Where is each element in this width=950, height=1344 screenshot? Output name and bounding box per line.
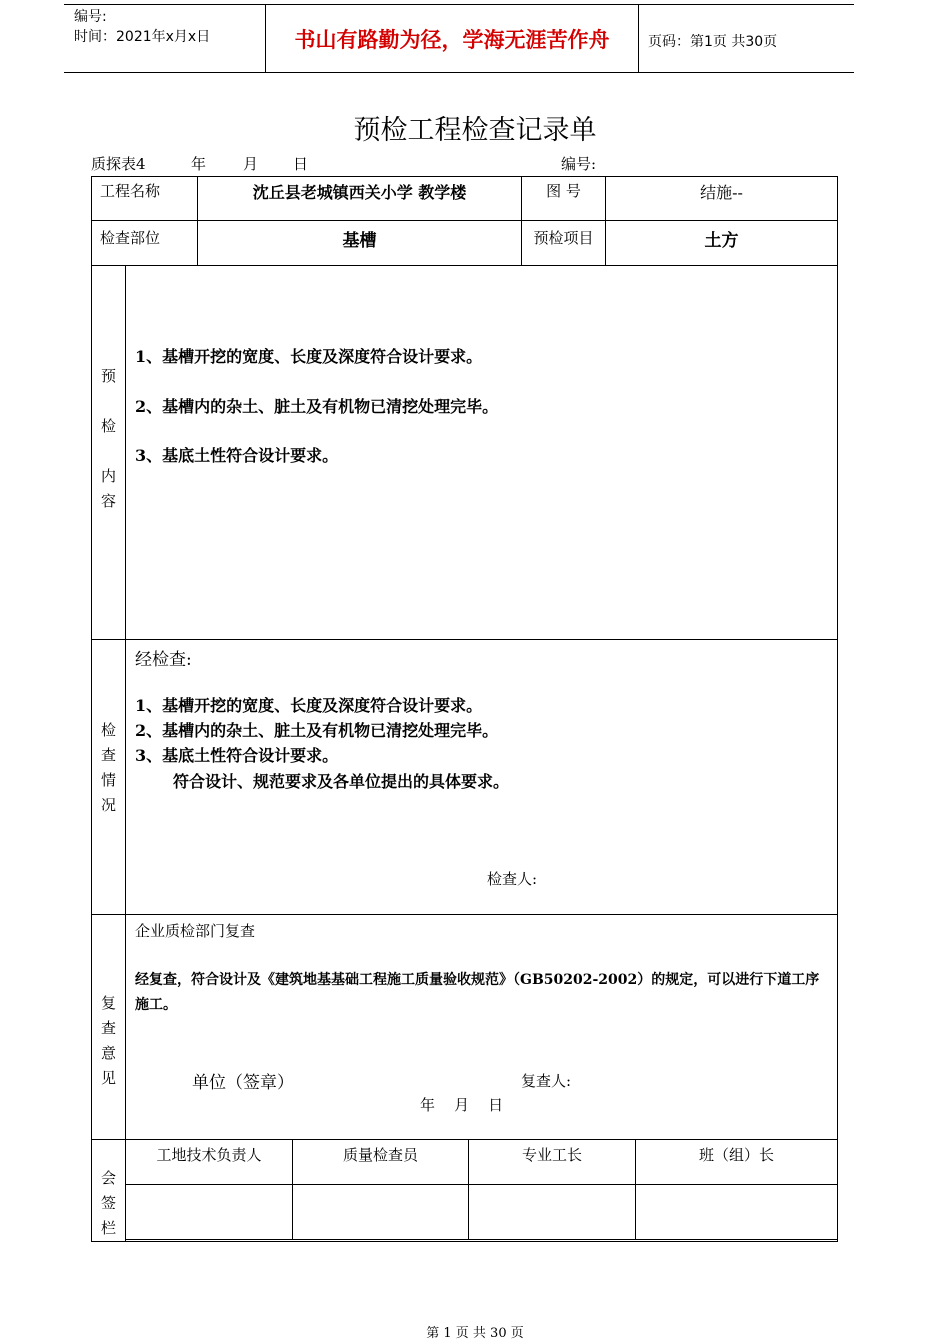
drawing-no-value: 结施-- <box>606 177 838 221</box>
content-label-char: 检 <box>100 417 116 435</box>
check-item-label: 预检项目 <box>522 221 606 266</box>
header-top-line <box>64 4 854 5</box>
date-year-label: 年 <box>191 155 207 173</box>
inspection-conclusion: 符合设计、规范要求及各单位提出的具体要求。 <box>173 772 510 791</box>
sign-column-header: 工地技术负责人 <box>126 1140 293 1185</box>
sign-grid <box>125 1139 838 1240</box>
sign-label-char: 会 <box>100 1169 116 1187</box>
project-name-value: 沈丘县老城镇西关小学 教学楼 <box>198 177 522 221</box>
sign-grid-cell <box>126 1140 838 1242</box>
check-part-value: 基槽 <box>198 221 522 266</box>
number-label: 编号: <box>561 155 597 173</box>
inspection-item: 3、基底土性符合设计要求。 <box>135 746 339 765</box>
row-signoff <box>92 1140 838 1242</box>
inspection-label-char: 查 <box>100 746 116 764</box>
review-text: 经复查，符合设计及《建筑地基基础工程施工质量验收规范》（GB50202-2002）的规定，可以进行下道工序施工。 <box>135 972 820 1013</box>
content-item: 3、基底土性符合设计要求。 <box>135 446 339 465</box>
sign-column-header: 班（组）长 <box>636 1140 838 1185</box>
content-body <box>126 266 838 640</box>
check-part-label: 检查部位 <box>92 221 198 266</box>
content-label-char: 容 <box>100 492 116 510</box>
sign-label-char: 栏 <box>100 1219 116 1237</box>
content-item: 1、基槽开挖的宽度、长度及深度符合设计要求。 <box>135 347 483 366</box>
header-time: 时间：2021年x月x日 <box>74 29 211 45</box>
header-page-info: 页码：第1页 共30页 <box>648 34 778 50</box>
inspection-label-char: 检 <box>100 721 116 739</box>
form-number: 质探表4 <box>91 155 146 173</box>
row-review <box>92 915 838 1140</box>
content-label-char: 预 <box>100 367 116 385</box>
drawing-no-label: 图 号 <box>522 177 606 221</box>
review-label-char: 查 <box>100 1019 116 1037</box>
content-label-char: 内 <box>100 467 116 485</box>
sign-field-quality-inspector[interactable] <box>293 1185 469 1240</box>
sign-field-team-leader[interactable] <box>636 1185 838 1240</box>
inspection-item: 1、基槽开挖的宽度、长度及深度符合设计要求。 <box>135 696 483 715</box>
inspection-form-table <box>91 176 838 1242</box>
review-department: 企业质检部门复查 <box>135 922 256 940</box>
sign-label-cell <box>92 1140 126 1242</box>
unit-seal-label: 单位（签章） <box>192 1073 294 1093</box>
review-label-cell <box>92 915 126 1140</box>
review-label-char: 复 <box>100 994 116 1012</box>
content-label-cell <box>92 266 126 640</box>
inspection-label-char: 况 <box>100 796 116 814</box>
sign-label-char: 签 <box>100 1194 116 1212</box>
inspection-item: 2、基槽内的杂土、脏土及有机物已清挖处理完毕。 <box>135 721 499 740</box>
inspection-intro: 经检查: <box>135 650 192 670</box>
reviewer-label: 复查人: <box>521 1072 572 1090</box>
header-bottom-line <box>64 72 854 73</box>
header-code-label: 编号: <box>74 9 107 25</box>
page-title: 预检工程检查记录单 <box>353 115 597 146</box>
row-check-part <box>92 221 838 266</box>
row-inspection <box>92 640 838 915</box>
sign-field-tech-lead[interactable] <box>126 1185 293 1240</box>
sign-column-header: 专业工长 <box>469 1140 636 1185</box>
date-day-label: 日 <box>293 155 309 173</box>
sign-field-foreman[interactable] <box>469 1185 636 1240</box>
check-item-value: 土方 <box>606 221 838 266</box>
inspection-body <box>126 640 838 915</box>
inspector-label: 检查人: <box>487 870 538 888</box>
project-name-label: 工程名称 <box>92 177 198 221</box>
row-content <box>92 266 838 640</box>
page-footer: 第 1 页 共 30 页 <box>426 1326 524 1341</box>
review-label-char: 意 <box>100 1044 116 1062</box>
review-date: 年 月 日 <box>420 1096 504 1114</box>
inspection-label-char: 情 <box>100 771 116 789</box>
review-label-char: 见 <box>100 1069 116 1087</box>
sign-column-header: 质量检查员 <box>293 1140 469 1185</box>
header-motto: 书山有路勤为径，学海无涯苦作舟 <box>294 28 610 52</box>
review-body <box>126 915 838 1140</box>
row-project <box>92 177 838 221</box>
date-month-label: 月 <box>243 155 259 173</box>
content-item: 2、基槽内的杂土、脏土及有机物已清挖处理完毕。 <box>135 397 499 416</box>
inspection-label-cell <box>92 640 126 915</box>
header-divider-right <box>638 4 639 73</box>
